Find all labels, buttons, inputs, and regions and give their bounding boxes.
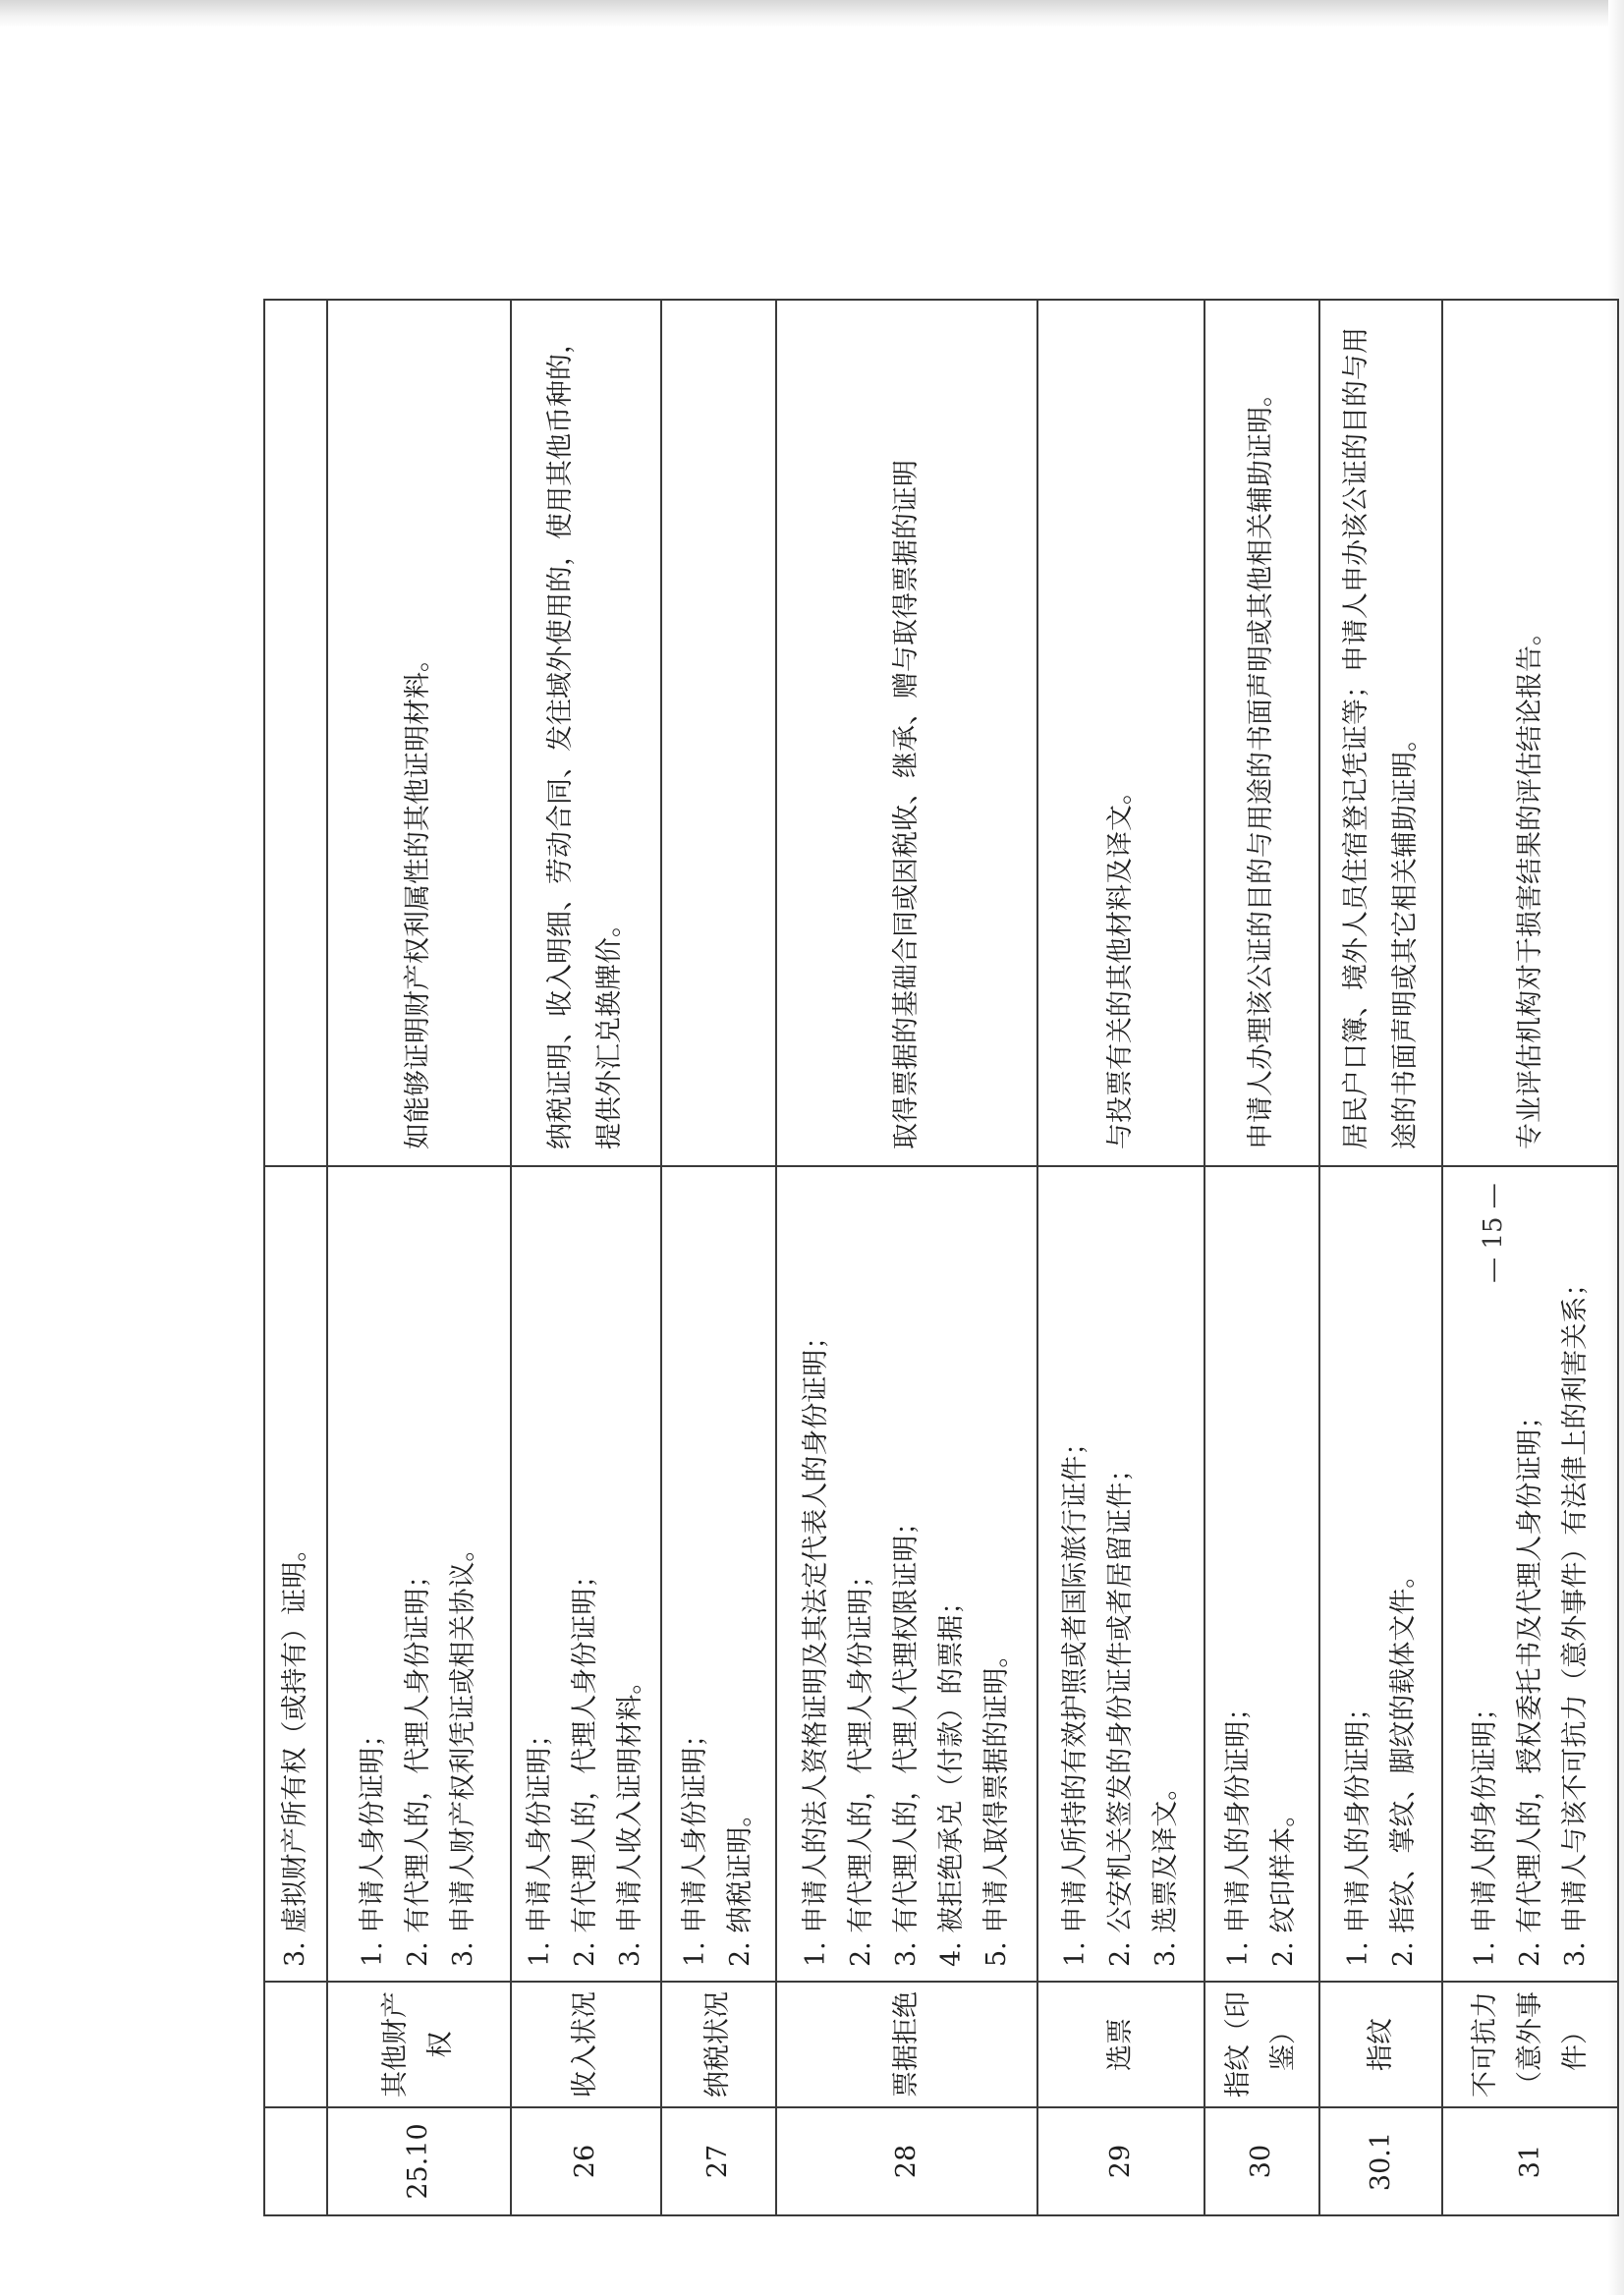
row-number-cell: 27 <box>661 2107 776 2215</box>
row-number-cell: 31 <box>1442 2107 1618 2215</box>
material-line: 5. 申请人取得票据的证明。 <box>980 1641 1012 1967</box>
material-line: 3. 有代理人的，代理人代理权限证明； <box>890 1508 922 1967</box>
material-line: 2. 有代理人的，授权委托书及代理人身份证明； <box>1514 1402 1545 1967</box>
row-number-cell <box>264 2107 327 2215</box>
page-number: — 15 — <box>1479 1183 1508 1283</box>
table-row <box>327 300 511 2215</box>
material-line: 1. 申请人的身份证明； <box>1342 1694 1373 1967</box>
item-name-cell: 收入状况 <box>511 1982 661 2107</box>
material-line: 3. 虚拟财产所有权（或持有）证明。 <box>279 1535 310 1967</box>
material-line: 1. 申请人身份证明； <box>358 1720 389 1967</box>
materials-cell <box>327 1166 511 1982</box>
remarks-cell <box>661 300 776 1166</box>
materials-cell <box>661 1166 776 1982</box>
material-line: 1. 申请人身份证明； <box>525 1720 556 1967</box>
table-row <box>776 300 1037 2215</box>
table-row <box>1204 300 1319 2215</box>
row-number-cell: 29 <box>1037 2107 1204 2215</box>
row-number-cell: 28 <box>776 2107 1037 2215</box>
material-line: 2. 公安机关签发的身份证件或者居留证件； <box>1104 1455 1136 1967</box>
materials-cell <box>1442 1166 1618 1982</box>
material-line: 3. 申请人财产权利凭证或相关协议。 <box>448 1535 479 1967</box>
remarks-cell: 与投票有关的其他材料及译文。 <box>1037 300 1204 1166</box>
material-line: 1. 申请人所持的有效护照或者国际旅行证件； <box>1059 1428 1091 1967</box>
remarks-cell: 居民户口簿、境外人员住宿登记凭证等；申请人申办该公证的目的与用途的书面声明或其它相关辅助证明。 <box>1319 300 1442 1166</box>
material-line: 3. 选票及译文。 <box>1149 1773 1181 1967</box>
row-number-cell: 26 <box>511 2107 661 2215</box>
remarks-cell: 专业评估机构对于损害结果的评估结论报告。 <box>1442 300 1618 1166</box>
material-line: 2. 有代理人的，代理人身份证明； <box>570 1561 601 1967</box>
materials-cell <box>1319 1166 1442 1982</box>
material-line: 2. 有代理人的，代理人身份证明； <box>403 1561 434 1967</box>
table-row <box>661 300 776 2215</box>
material-line: 1. 申请人的身份证明； <box>1223 1694 1255 1967</box>
material-line: 2. 指纹、掌纹、脚纹的载体文件。 <box>1387 1561 1419 1967</box>
table-row <box>1037 300 1204 2215</box>
item-name-cell: 其他财产权 <box>327 1982 511 2107</box>
table-row <box>511 300 661 2215</box>
remarks-cell: 申请人办理该公证的目的与用途的书面声明或其他相关辅助证明。 <box>1204 300 1319 1166</box>
remarks-cell: 如能够证明财产权利属性的其他证明材料。 <box>327 300 511 1166</box>
item-name-cell: 选票 <box>1037 1982 1204 2107</box>
table-row <box>264 300 327 2215</box>
item-name-cell: 指纹（印鉴） <box>1204 1982 1319 2107</box>
remarks-cell: 取得票据的基础合同或因税收、继承、赠与取得票据的证明 <box>776 300 1037 1166</box>
table-body <box>264 300 1618 2215</box>
row-number-cell: 25.10 <box>327 2107 511 2215</box>
material-line: 3. 申请人收入证明材料。 <box>615 1667 646 1967</box>
rotated-page-content <box>263 301 1619 2216</box>
material-line: 1. 申请人身份证明； <box>680 1720 711 1967</box>
row-number-cell: 30 <box>1204 2107 1319 2215</box>
materials-cell <box>1204 1166 1319 1982</box>
remarks-cell <box>264 300 327 1166</box>
remarks-cell: 纳税证明、收入明细、劳动合同、发往域外使用的，使用其他币种的，提供外汇兑换牌价。 <box>511 300 661 1166</box>
item-name-cell: 不可抗力（意外事件） <box>1442 1982 1618 2107</box>
item-name-cell: 纳税状况 <box>661 1982 776 2107</box>
item-name-cell: 票据拒绝 <box>776 1982 1037 2107</box>
material-line: 2. 有代理人的，代理人身份证明； <box>845 1561 876 1967</box>
item-name-cell <box>264 1982 327 2107</box>
material-line: 1. 申请人的法人资格证明及其法定代表人的身份证明； <box>800 1322 831 1967</box>
material-line: 1. 申请人的身份证明； <box>1469 1694 1500 1967</box>
material-line: 2. 纳税证明。 <box>725 1800 756 1967</box>
scan-top-edge <box>0 0 1624 28</box>
item-name-cell: 指纹 <box>1319 1982 1442 2107</box>
material-line: 2. 纹印样本。 <box>1268 1800 1300 1967</box>
materials-cell <box>1037 1166 1204 1982</box>
notarization-materials-table <box>263 299 1619 2216</box>
materials-cell <box>264 1166 327 1982</box>
table-row <box>1319 300 1442 2215</box>
materials-cell <box>511 1166 661 1982</box>
row-number-cell: 30.1 <box>1319 2107 1442 2215</box>
material-line: 4. 被拒绝承兑（付款）的票据； <box>935 1588 967 1967</box>
material-line: 3. 申请人与该不可抗力（意外事件）有法律上的利害关系； <box>1559 1269 1591 1967</box>
materials-cell <box>776 1166 1037 1982</box>
